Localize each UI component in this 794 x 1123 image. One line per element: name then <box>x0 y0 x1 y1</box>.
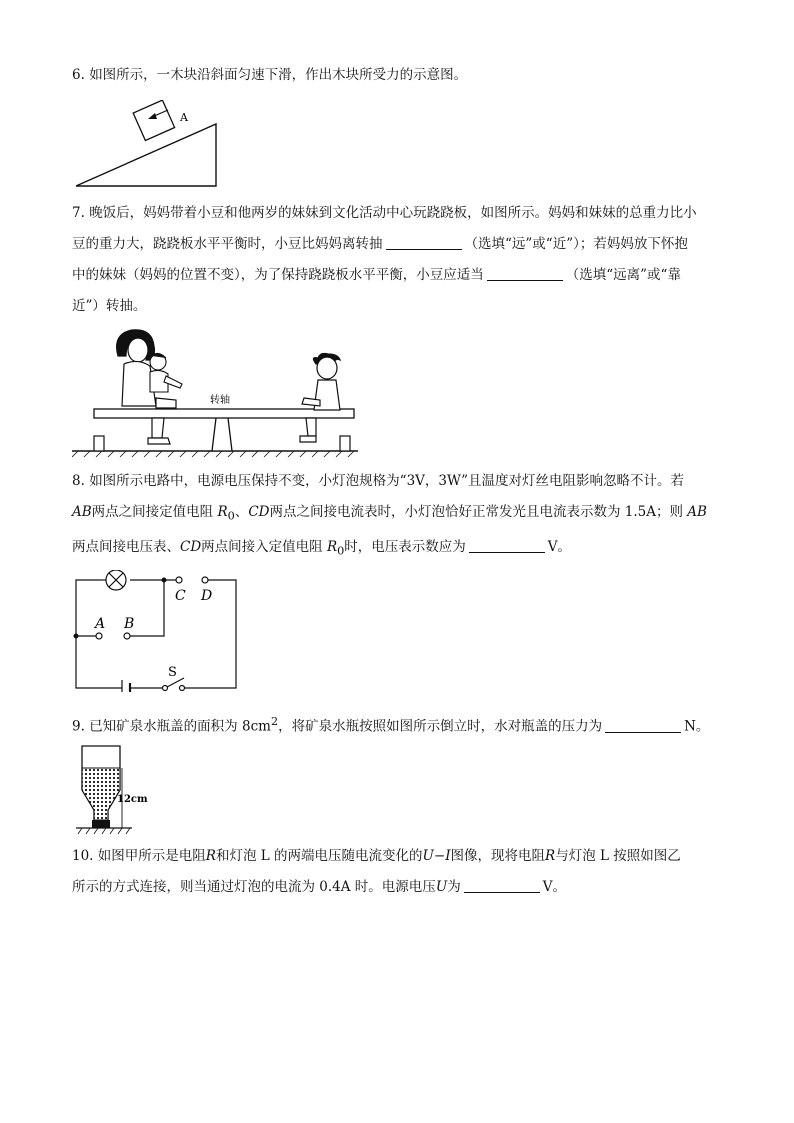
q8-number: 8. <box>72 473 85 489</box>
q10-line1-part4: 与灯泡 L 按照如图乙 <box>555 848 681 864</box>
switch-contact-left <box>163 686 168 691</box>
q9-unit: N。 <box>684 718 710 735</box>
question-9 <box>72 706 724 743</box>
q8-ab-label-2: AB <box>687 504 707 520</box>
q7-answer-blank-2[interactable] <box>487 266 563 281</box>
terminal-a <box>96 633 102 639</box>
q6-text: 如图所示，一木块沿斜面匀速下滑，作出木块所受力的示意图。 <box>89 67 468 83</box>
q9-text-b: ，将矿泉水瓶按照如图所示倒立时，水对瓶盖的压力为 <box>278 718 603 735</box>
q8-unit: V。 <box>547 538 572 555</box>
q10-line1-part2: 和灯泡 L 的两端电压随电流变化的 <box>215 848 423 864</box>
incline-figure <box>72 100 224 190</box>
circuit-figure <box>72 570 238 692</box>
block-label: A <box>180 111 188 124</box>
q10-ui-symbol: U−I <box>422 848 451 864</box>
label-d: D <box>201 588 213 604</box>
q10-line1-part1: 如图甲所示是电阻 <box>97 848 206 864</box>
q9-text-sup: 2 <box>270 715 279 728</box>
question-10 <box>72 841 724 903</box>
q7-answer-blank-1[interactable] <box>386 235 462 250</box>
bottle-cap <box>92 820 110 828</box>
q7-line2a: 豆的重力大，跷跷板水平平衡时，小豆比妈妈离转抽 <box>72 236 383 252</box>
question-6 <box>72 60 724 91</box>
q8-cd-label-2: CD <box>180 538 202 555</box>
circuit-wire-from-b <box>130 580 164 636</box>
label-b: B <box>124 616 135 632</box>
q7-number: 7. <box>72 205 85 221</box>
q10-r-symbol-2: R <box>545 848 556 864</box>
q10-line2-part2: 为 <box>447 879 461 895</box>
sister-figure <box>150 353 182 392</box>
bottle-water <box>82 768 120 820</box>
q8-line2-part2: 两点之间接电流表时，小灯泡恰好正常发光且电流表示数为 1.5A；则 <box>269 504 683 520</box>
seesaw-figure <box>72 326 360 458</box>
bottle-figure <box>72 744 156 836</box>
q10-unit: V。 <box>542 879 566 895</box>
q8-r0-subscript: 0 <box>227 509 235 523</box>
q8-ab-label: AB <box>72 504 92 520</box>
q8-line1: 如图所示电路中，电源电压保持不变，小灯泡规格为“3V，3W”且温度对灯丝电阻影响忽略不计。若 <box>89 473 685 489</box>
q8-r0-symbol-2: R <box>326 538 338 555</box>
wood-block <box>133 100 174 140</box>
q10-line2-part1: 所示的方式连接，则当通过灯泡的电流为 0.4A 时。电源电压 <box>72 879 436 895</box>
q9-number: 9. <box>72 718 85 735</box>
q8-line3-part3: 时，电压表示数应为 <box>344 538 466 555</box>
q10-r-symbol: R <box>205 848 216 864</box>
q6-number: 6. <box>72 67 85 83</box>
label-c: C <box>175 588 186 604</box>
left-support <box>94 436 104 451</box>
question-8: 8. 如图所示电路中，电源电压保持不变，小灯泡规格为“3V，3W”且温度对灯丝电阻影响忽略不计。若 AB两点之间接定值电阻 $R_0$、CD两点之间接电流表时，小灯泡恰好正常发光且电流表示数为 1.5A；则 AB 两点间接电压表、CD两点间接入定值电阻 $R_0$时，电压表示数应为 V。 <box>72 473 707 558</box>
terminal-c <box>176 577 182 583</box>
terminal-b <box>124 633 130 639</box>
q8-line3-part1: 两点间接电压表、 <box>72 538 180 555</box>
switch-contact-right <box>180 686 185 691</box>
q8-cd-label: CD <box>248 504 270 520</box>
q10-u-symbol: U <box>435 879 448 895</box>
q8-line2-part1: 两点之间接定值电阻 <box>91 504 214 520</box>
pivot-label: 转轴 <box>210 395 230 406</box>
q8-line3-part2: 两点间接入定值电阻 <box>201 538 323 555</box>
q7-line3b: （选填“远离”或“靠 <box>565 267 681 283</box>
q10-line1-part3: 图像，现将电阻 <box>450 848 546 864</box>
junction-top <box>162 578 167 583</box>
q10-answer-blank[interactable] <box>464 878 540 893</box>
xiaodou-figure <box>300 354 340 443</box>
table-hatch <box>78 828 130 834</box>
q9-answer-blank[interactable] <box>605 718 681 733</box>
q7-line1: 晚饭后，妈妈带着小豆和他两岁的妹妹到文化活动中心玩跷跷板，如图所示。妈妈和妹妹的总重力比小 <box>89 205 697 221</box>
q8-answer-blank[interactable] <box>469 538 545 553</box>
junction-left <box>74 634 79 639</box>
q7-line2b: （选填“远”或“近”）；若妈妈放下怀抱 <box>464 236 688 252</box>
ground-hatch <box>72 451 354 457</box>
q7-line4: 近”）转抽。 <box>72 298 147 314</box>
height-label: 12cm <box>117 794 148 805</box>
q9-text-a: 已知矿泉水瓶盖的面积为 8cm <box>89 718 271 735</box>
question-7 <box>72 198 724 322</box>
label-a: A <box>95 616 106 632</box>
q7-line3a: 中的妹妹（妈妈的位置不变），为了保持跷跷板水平平衡，小豆应适当 <box>72 267 484 283</box>
right-support <box>340 436 350 451</box>
q8-r0-subscript-2: 0 <box>337 544 345 558</box>
q10-number: 10. <box>72 848 94 864</box>
terminal-d <box>202 577 208 583</box>
label-s: S <box>168 665 177 680</box>
q8-r0-symbol: R <box>217 504 228 520</box>
